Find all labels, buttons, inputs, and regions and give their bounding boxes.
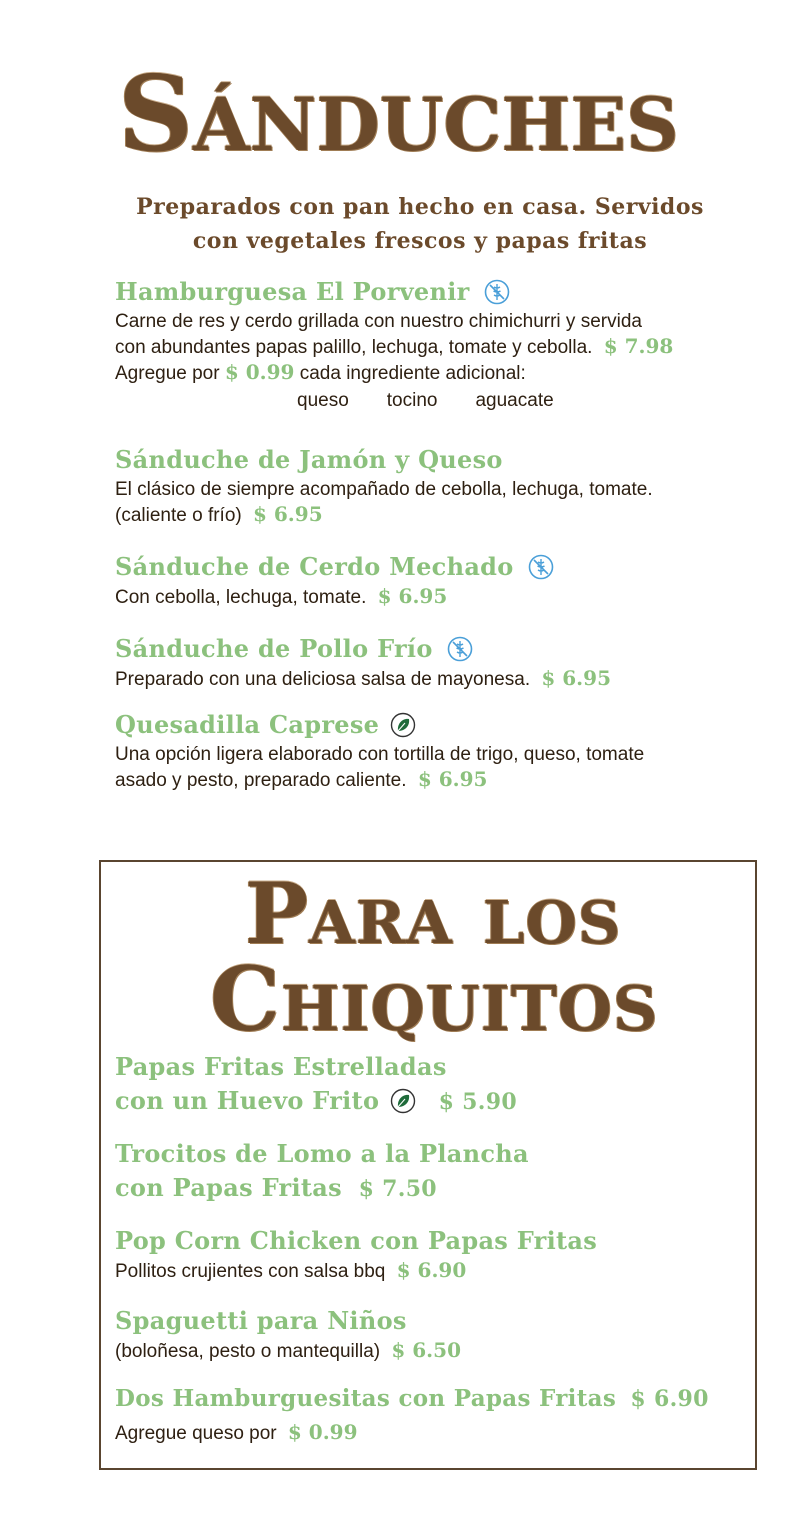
extra-prefix: Agregue por (115, 363, 220, 384)
item-name: Spaguetti para Niños (115, 1306, 407, 1335)
menu-item-jamon-queso (115, 443, 775, 528)
item-description (115, 1420, 755, 1446)
menu-item-hamburguesa (115, 275, 775, 416)
item-name-line1: Trocitos de Lomo a la Plancha (115, 1139, 529, 1168)
item-price: $ 5.90 (438, 1089, 517, 1115)
kids-title-line2: Chiquitos (210, 947, 659, 1051)
item-name-text: Dos Hamburguesitas con Papas Fritas (115, 1385, 617, 1412)
sandwiches-title: Sánduches (118, 52, 679, 175)
item-name-text: con Papas Fritas (115, 1173, 342, 1202)
menu-item-cerdo-mechado (115, 550, 775, 610)
item-name-text: Sánduche de Pollo Frío (115, 634, 433, 663)
kids-item-hamburguesitas (115, 1382, 755, 1446)
item-desc-line2: (caliente o frío) (115, 505, 242, 526)
item-desc: Pollitos crujientes con salsa bbq (115, 1261, 386, 1282)
extra-option: tocino (386, 390, 438, 411)
item-name-text: Hamburguesa El Porvenir (115, 277, 470, 306)
item-description (115, 584, 775, 610)
extra-option: aguacate (475, 390, 554, 411)
sandwiches-subtitle-line2: con vegetales frescos y papas fritas (192, 228, 648, 254)
menu-item-pollo-frio (115, 632, 775, 692)
kids-item-lomo (115, 1137, 775, 1206)
item-desc-line2: asado y pesto, preparado caliente. (115, 770, 407, 791)
menu-item-quesadilla (115, 708, 775, 793)
item-price: $ 7.50 (358, 1176, 437, 1202)
extra-option: queso (297, 390, 349, 411)
item-name (115, 550, 775, 584)
item-price: $ 6.95 (541, 666, 611, 690)
item-desc-line1: Una opción ligera elaborado con tortilla de trigo, queso, tomate (115, 744, 645, 765)
item-price: $ 6.95 (253, 502, 323, 526)
sandwiches-subtitle-line1: Preparados con pan hecho en casa. Servidos (136, 194, 704, 220)
item-price: $ 6.90 (396, 1258, 467, 1282)
item-price: $ 6.90 (630, 1386, 709, 1412)
item-description (115, 666, 775, 692)
item-desc-line1: El clásico de siempre acompañado de cebolla, lechuga, tomate. (115, 479, 653, 500)
item-price: $ 6.95 (417, 767, 488, 791)
item-description (115, 742, 775, 793)
item-name-text: con un Huevo Frito (115, 1086, 380, 1115)
item-desc: (boloñesa, pesto o mantequilla) (115, 1341, 381, 1362)
gluten-icon (528, 554, 554, 580)
kids-item-popcorn-chicken (115, 1224, 775, 1284)
item-name: Pop Corn Chicken con Papas Fritas (115, 1226, 598, 1255)
item-price: $ 6.95 (377, 584, 448, 608)
item-price: $ 7.98 (603, 334, 674, 358)
gluten-icon (447, 636, 473, 662)
kids-title-line1: Para los (245, 864, 622, 963)
item-description (115, 1258, 775, 1284)
item-name: Sánduche de Jamón y Queso (115, 445, 503, 474)
extra-price: $ 0.99 (224, 360, 295, 384)
item-price: $ 6.50 (391, 1338, 461, 1362)
item-name-line2 (115, 1084, 775, 1119)
vegetarian-leaf-icon (390, 712, 416, 738)
item-name-line2 (115, 1171, 775, 1206)
item-desc-line2: con abundantes papas palillo, lechuga, tomate y cebolla. (115, 337, 593, 358)
extra-price: $ 0.99 (287, 1420, 358, 1444)
extras-list (115, 386, 775, 416)
item-description (115, 1338, 775, 1364)
gluten-icon (484, 279, 510, 305)
extra-suffix: cada ingrediente adicional: (299, 363, 526, 384)
item-description (115, 477, 775, 528)
item-name (115, 632, 775, 666)
item-desc: Con cebolla, lechuga, tomate. (115, 587, 367, 608)
item-desc-line1: Carne de res y cerdo grillada con nuestro chimichurri y servida (115, 311, 642, 332)
item-name (115, 275, 775, 309)
item-name (115, 708, 775, 742)
item-name-text: Sánduche de Cerdo Mechado (115, 552, 514, 581)
item-desc: Agregue queso por (115, 1423, 277, 1444)
item-name-text: Quesadilla Caprese (115, 710, 380, 739)
kids-item-papas-huevo (115, 1050, 775, 1119)
kids-item-spaguetti (115, 1304, 775, 1364)
item-name-line1: Papas Fritas Estrelladas (115, 1052, 447, 1081)
item-desc: Preparado con una deliciosa salsa de mayonesa. (115, 669, 531, 690)
item-name (115, 1382, 755, 1416)
item-description (115, 309, 775, 386)
vegetarian-leaf-icon (390, 1088, 416, 1114)
